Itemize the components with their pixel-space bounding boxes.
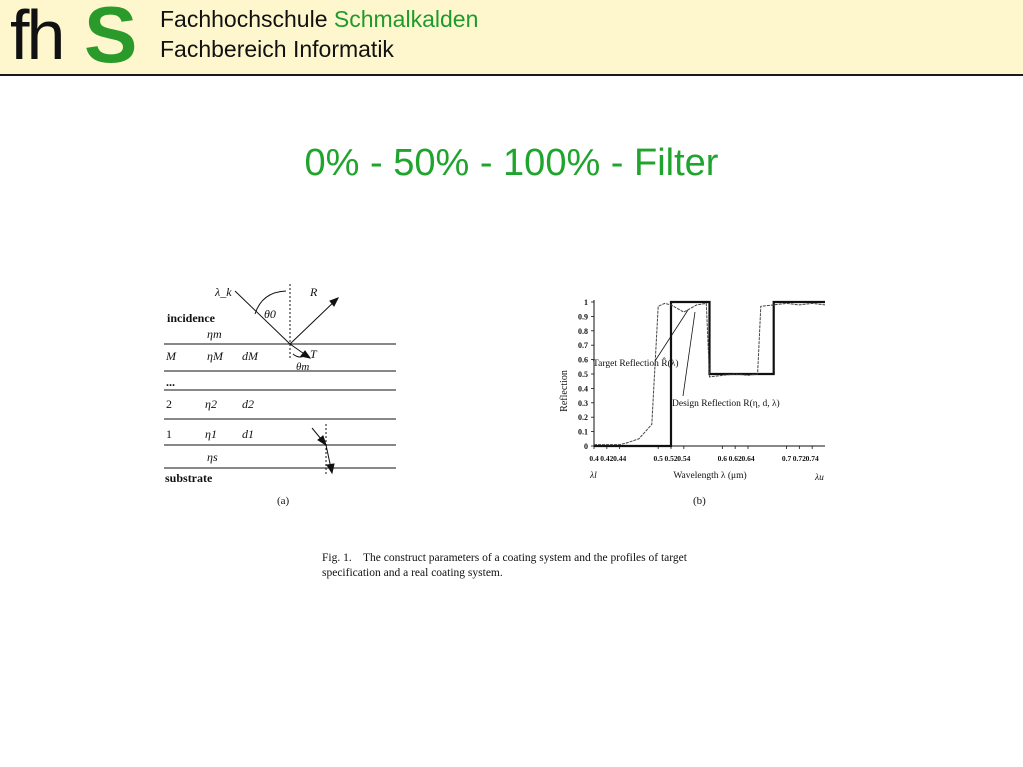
panel-a-labels	[165, 285, 318, 507]
label-incidence: incidence	[167, 311, 215, 325]
label-d-M: dM	[242, 349, 258, 363]
label-T: T	[310, 347, 317, 361]
label-theta0: θ0	[264, 307, 276, 321]
chart-x-tick-label: 0.44	[613, 454, 627, 463]
reflected-ray	[290, 298, 338, 344]
label-lambda-k: λ_k	[215, 285, 232, 299]
chart-x-tick-label: 0.42	[600, 454, 614, 463]
label-R: R	[310, 285, 318, 299]
chart-x-tick-label: 0.74	[805, 454, 819, 463]
chart-y-tick-label: 0	[584, 442, 588, 451]
chart-x-tick-label: 0.62	[728, 454, 742, 463]
label-eta-s: ηs	[207, 450, 218, 464]
chart-xlabel: Wavelength λ (μm)	[673, 471, 747, 481]
chart-label-target: Target Reflection R̂(λ)	[593, 359, 679, 369]
panel-b-reflection-chart	[559, 298, 825, 507]
institution-name-part1: Fachhochschule	[160, 6, 328, 32]
chart-x-tick-label: 0.7	[781, 454, 792, 463]
label-eta-m: ηm	[207, 327, 222, 341]
caption-line-2: specification and a real coating system.	[322, 567, 503, 579]
label-substrate: substrate	[165, 471, 213, 485]
label-d-1: d1	[242, 427, 254, 441]
chart-y-tick-label: 0.2	[578, 413, 588, 423]
logo-s-text: S	[84, 0, 138, 79]
chart-y-tick-label: 0.5	[578, 370, 588, 379]
label-d-2: d2	[242, 397, 254, 411]
chart-x-tick-label: 0.72	[792, 454, 806, 463]
incident-ray	[235, 291, 290, 344]
chart-y-tick-label: 0.1	[578, 427, 588, 437]
chart-y-tick-label: 0.6	[578, 355, 588, 365]
slide-header	[0, 0, 1023, 79]
label-eta-M: ηM	[207, 349, 223, 363]
chart-x-tick-label: 0.54	[677, 454, 691, 463]
chart-lambda-l: λl	[590, 471, 597, 481]
design-label-leader	[683, 312, 695, 396]
chart-series	[594, 302, 825, 446]
label-panel-a: (a)	[277, 495, 290, 507]
logo-fh-text: fh	[10, 0, 63, 74]
label-theta-m: θm	[296, 361, 310, 373]
chart-label-design: Design Reflection R(η, d, λ)	[672, 399, 780, 409]
chart-ticks	[578, 298, 819, 463]
figure	[150, 278, 850, 538]
slide-title: 0% - 50% - 100% - Filter	[304, 142, 719, 184]
chart-y-tick-label: 0.3	[578, 398, 588, 408]
chart-x-tick-label: 0.52	[664, 454, 678, 463]
institution-name	[160, 4, 478, 64]
chart-y-tick-label: 0.7	[578, 341, 588, 351]
caption-line-1: Fig. 1. The construct parameters of a coating system and the profiles of target	[322, 552, 687, 564]
chart-lambda-u: λu	[815, 473, 824, 483]
chart-x-tick-label: 0.4	[589, 454, 599, 463]
label-eta-1: η1	[205, 427, 217, 441]
figure-caption	[322, 551, 742, 581]
chart-y-tick-label: 1	[584, 298, 588, 307]
chart-ylabel: Reflection	[559, 370, 570, 412]
label-panel-b: (b)	[693, 495, 706, 507]
institution-name-part2: Schmalkalden	[333, 6, 479, 32]
chart-y-tick-label: 0.4	[578, 384, 588, 394]
institution-line-1	[160, 4, 478, 34]
label-1: 1	[166, 427, 172, 441]
label-M: M	[166, 349, 176, 363]
chart-x-tick-label: 0.5	[653, 454, 663, 463]
chart-x-tick-label: 0.64	[741, 454, 755, 463]
label-2: 2	[166, 397, 172, 411]
chart-x-tick-label: 0.6	[717, 454, 728, 463]
chart-y-tick-label: 0.9	[578, 312, 588, 322]
institution-line-2: Fachbereich Informatik	[160, 36, 394, 62]
label-dots: ...	[166, 375, 175, 389]
chart-y-tick-label: 0.8	[578, 326, 588, 336]
label-eta-2: η2	[205, 397, 217, 411]
